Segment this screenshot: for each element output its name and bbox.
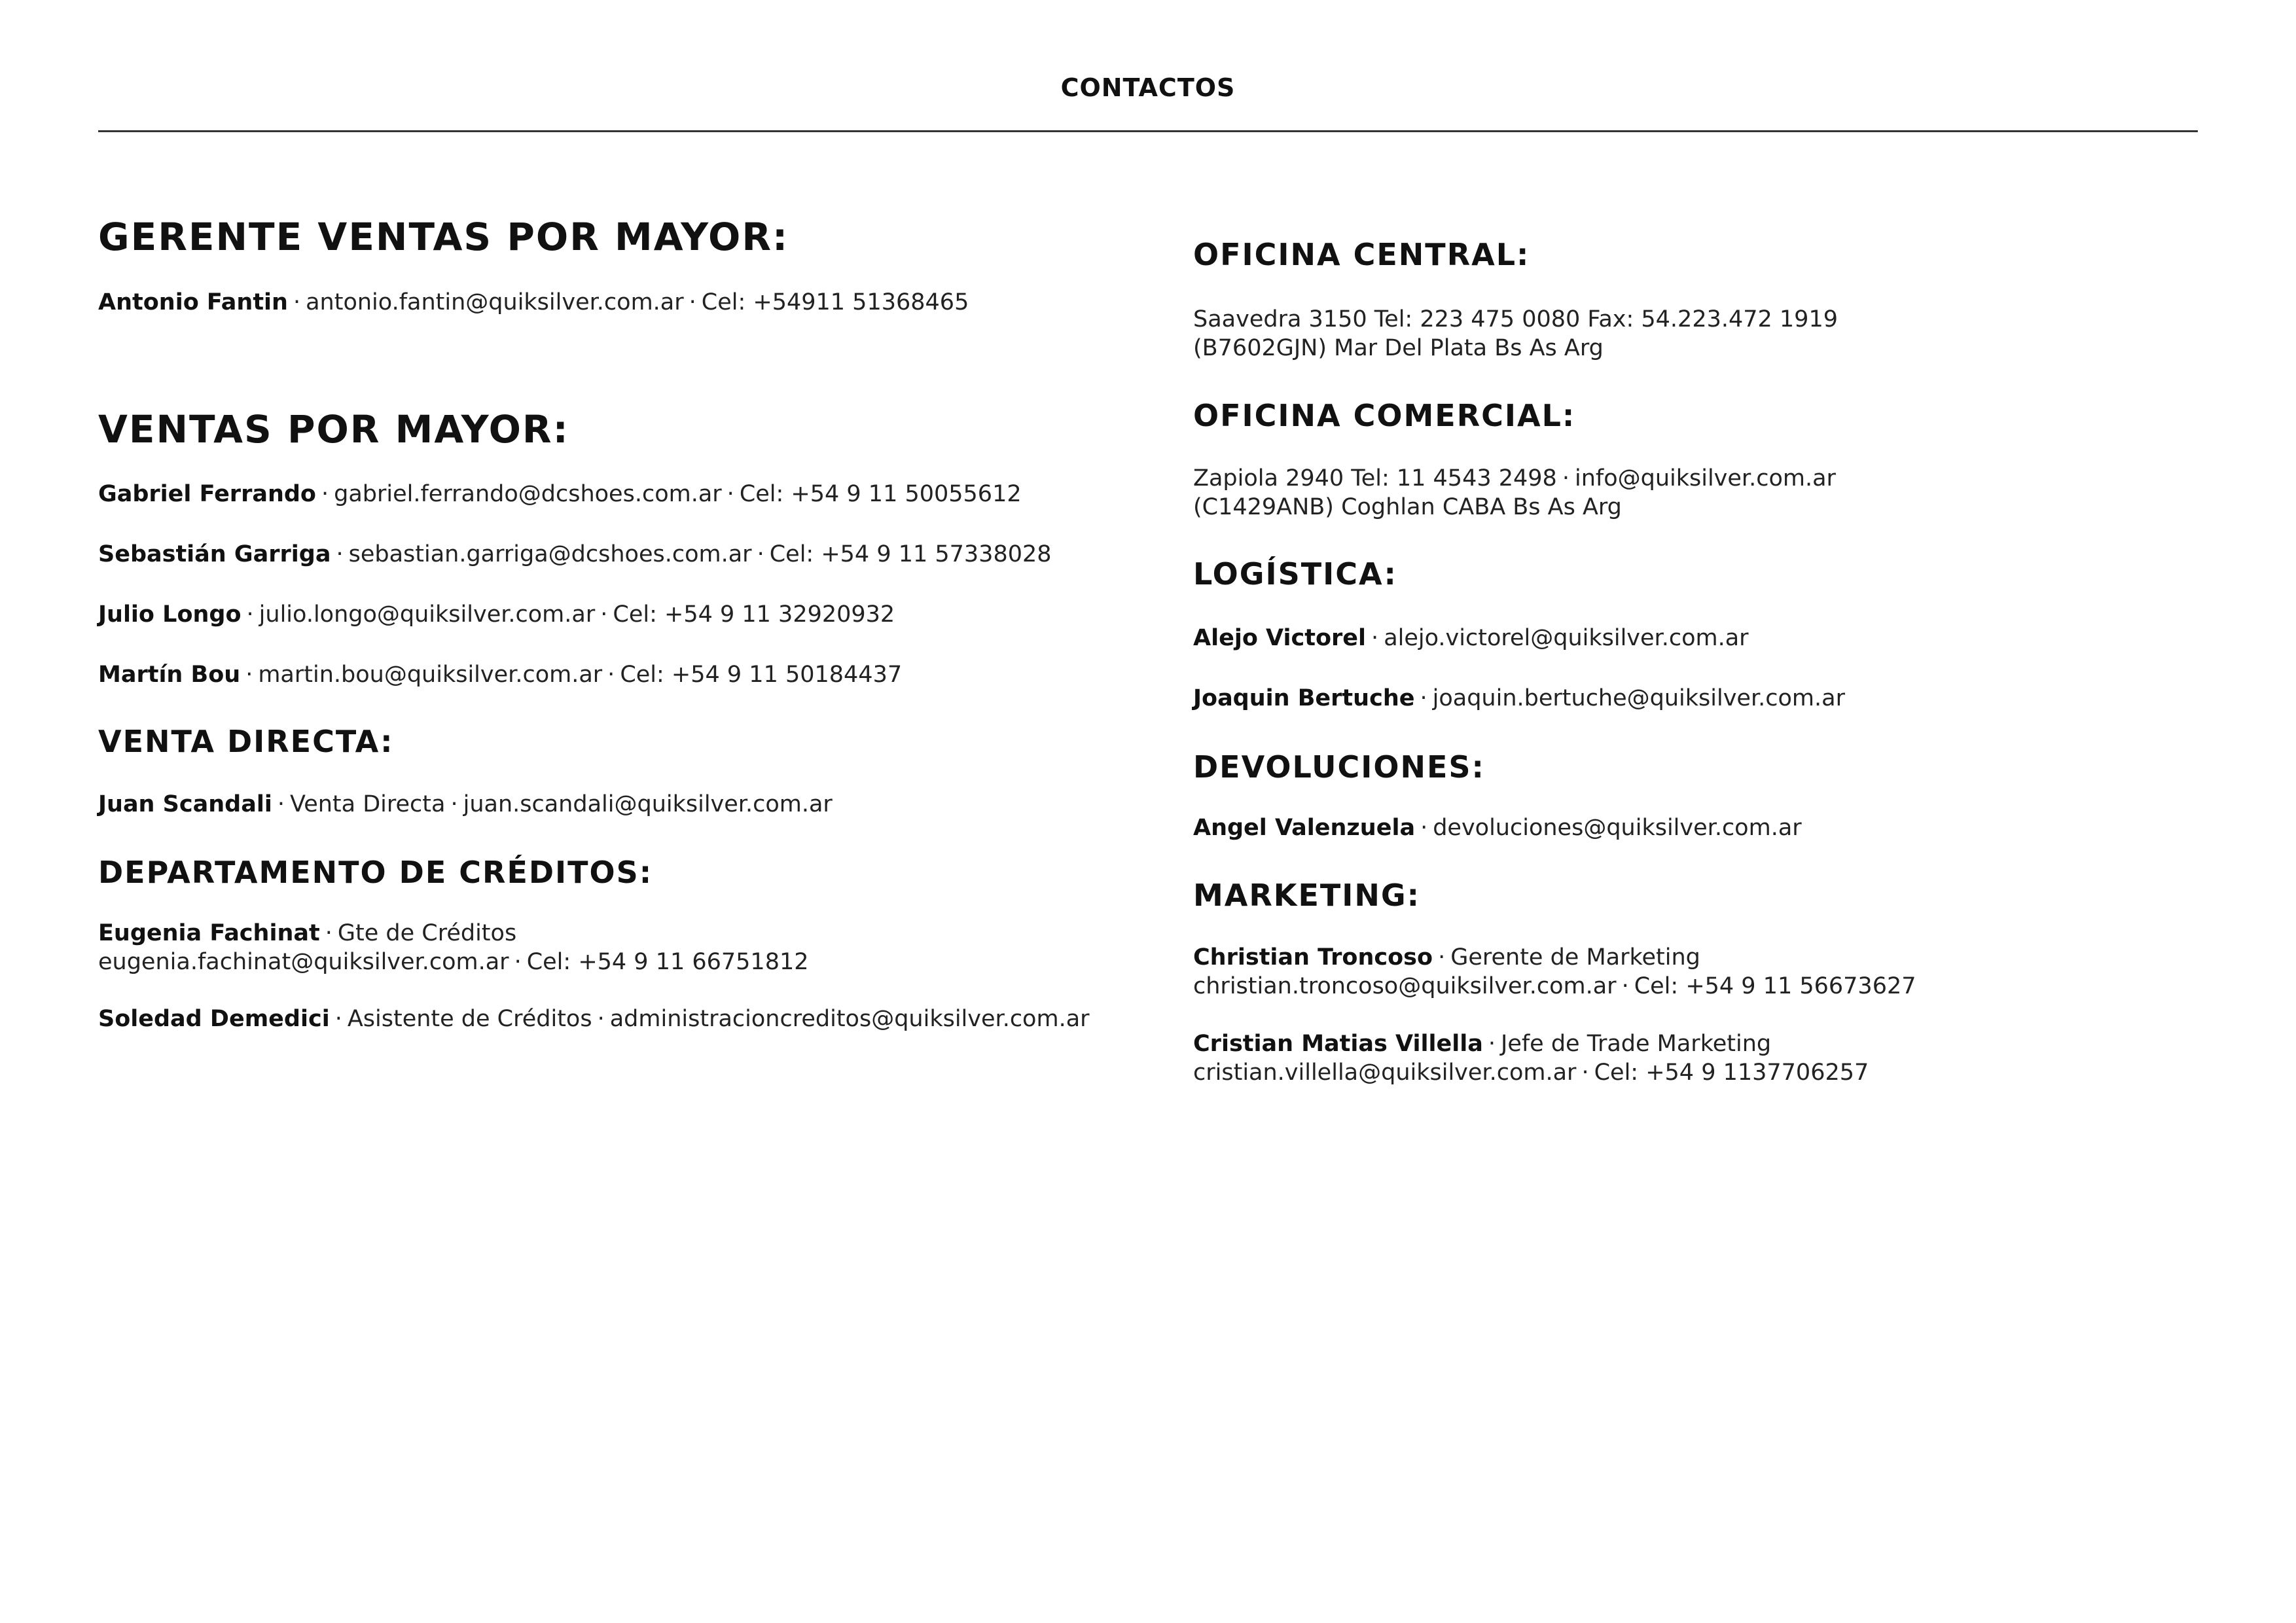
address-line-1: [1193, 464, 1836, 493]
contact-email[interactable]: administracioncreditos@quiksilver.com.ar: [609, 1006, 1090, 1032]
bullet-separator: ·: [450, 791, 458, 817]
bullet-separator: ·: [1581, 1060, 1589, 1086]
contact-role: Asistente de Créditos: [347, 1006, 592, 1032]
contact-email[interactable]: devoluciones@quiksilver.com.ar: [1433, 815, 1802, 841]
contact-phone: Cel: +54 9 11 32920932: [613, 601, 895, 628]
contact-email[interactable]: info@quiksilver.com.ar: [1574, 465, 1836, 491]
header-divider: [98, 130, 2198, 132]
contact-soledad-demedici: [98, 1005, 1090, 1033]
bullet-separator: ·: [334, 1006, 342, 1032]
contact-name: Soledad Demedici: [98, 1006, 330, 1032]
bullet-separator: ·: [607, 662, 615, 688]
contact-line-2: [98, 948, 809, 976]
contact-email[interactable]: alejo.victorel@quiksilver.com.ar: [1384, 625, 1749, 651]
bullet-separator: ·: [1488, 1031, 1496, 1057]
contact-phone: Cel: +54 9 1137706257: [1594, 1060, 1869, 1086]
contact-name: Angel Valenzuela: [1193, 815, 1416, 841]
contact-phone: Cel: +54 9 11 66751812: [526, 949, 809, 975]
contact-phone: Cel: +54911 51368465: [701, 289, 969, 315]
contact-role: Gerente de Marketing: [1450, 944, 1700, 971]
contact-name: Gabriel Ferrando: [98, 481, 316, 507]
page-title: CONTACTOS: [1060, 73, 1236, 102]
section-title-marketing: MARKETING:: [1193, 878, 1421, 913]
bullet-separator: ·: [293, 289, 301, 315]
contact-name: Alejo Victorel: [1193, 625, 1367, 651]
contact-sebastian-garriga: [98, 540, 1052, 569]
section-title-departamento-de-creditos: DEPARTAMENTO DE CRÉDITOS:: [98, 855, 653, 890]
contact-name: Sebastián Garriga: [98, 541, 331, 567]
contact-line-1: [98, 919, 809, 948]
address-line-2: (C1429ANB) Coghlan CABA Bs As Arg: [1193, 494, 1622, 520]
section-title-logistica: LOGÍSTICA:: [1193, 556, 1397, 592]
bullet-separator: ·: [726, 481, 734, 507]
contact-name: Cristian Matias Villella: [1193, 1031, 1483, 1057]
contact-name: Antonio Fantin: [98, 289, 288, 315]
oficina-central-address: [1193, 305, 1838, 363]
contact-alejo-victorel: [1193, 624, 1749, 652]
section-title-oficina-central: OFICINA CENTRAL:: [1193, 237, 1530, 272]
bullet-separator: ·: [1420, 685, 1427, 711]
contact-phone: Cel: +54 9 11 50184437: [620, 662, 903, 688]
section-title-oficina-comercial: OFICINA COMERCIAL:: [1193, 398, 1576, 433]
contact-phone: Cel: +54 9 11 56673627: [1634, 973, 1916, 999]
contact-email[interactable]: julio.longo@quiksilver.com.ar: [259, 601, 596, 628]
contact-email[interactable]: cristian.villella@quiksilver.com.ar: [1193, 1060, 1577, 1086]
contact-name: Christian Troncoso: [1193, 944, 1433, 971]
contact-eugenia-fachinat: [98, 919, 809, 976]
contact-email[interactable]: juan.scandali@quiksilver.com.ar: [463, 791, 833, 817]
contact-email[interactable]: gabriel.ferrando@dcshoes.com.ar: [334, 481, 722, 507]
contact-juan-scandali: [98, 790, 833, 819]
oficina-comercial-address: [1193, 464, 1836, 522]
contact-email[interactable]: antonio.fantin@quiksilver.com.ar: [306, 289, 684, 315]
contact-joaquin-bertuche: [1193, 684, 1845, 713]
section-title-ventas-por-mayor: VENTAS POR MAYOR:: [98, 407, 569, 452]
bullet-separator: ·: [1562, 465, 1570, 491]
contact-line-2: [1193, 972, 1916, 1001]
contact-role: Venta Directa: [289, 791, 446, 817]
contact-email[interactable]: christian.troncoso@quiksilver.com.ar: [1193, 973, 1617, 999]
contact-role: Gte de Créditos: [337, 920, 517, 946]
contact-antonio-fantin: [98, 288, 969, 317]
bullet-separator: ·: [600, 601, 608, 628]
bullet-separator: ·: [245, 662, 253, 688]
bullet-separator: ·: [336, 541, 344, 567]
bullet-separator: ·: [1621, 973, 1629, 999]
contact-julio-longo: [98, 600, 895, 629]
bullet-separator: ·: [246, 601, 254, 628]
address-line-2: (B7602GJN) Mar Del Plata Bs As Arg: [1193, 335, 1604, 361]
contact-role: Jefe de Trade Marketing: [1501, 1031, 1772, 1057]
section-title-venta-directa: VENTA DIRECTA:: [98, 724, 394, 759]
section-title-devoluciones: DEVOLUCIONES:: [1193, 749, 1485, 785]
contact-phone: Cel: +54 9 11 50055612: [739, 481, 1022, 507]
contact-name: Martín Bou: [98, 662, 241, 688]
bullet-separator: ·: [757, 541, 764, 567]
section-title-gerente-ventas-por-mayor: GERENTE VENTAS POR MAYOR:: [98, 215, 789, 259]
bullet-separator: ·: [321, 481, 329, 507]
contact-christian-troncoso: [1193, 943, 1916, 1001]
address-line-1: Saavedra 3150 Tel: 223 475 0080 Fax: 54.223.472 1919: [1193, 306, 1838, 332]
contact-name: Eugenia Fachinat: [98, 920, 320, 946]
contact-name: Julio Longo: [98, 601, 242, 628]
bullet-separator: ·: [597, 1006, 605, 1032]
contact-line-1: [1193, 943, 1916, 972]
bullet-separator: ·: [1438, 944, 1446, 971]
contact-email[interactable]: sebastian.garriga@dcshoes.com.ar: [348, 541, 752, 567]
bullet-separator: ·: [689, 289, 696, 315]
bullet-separator: ·: [325, 920, 332, 946]
contact-line-1: [1193, 1029, 1869, 1058]
contact-email[interactable]: joaquin.bertuche@quiksilver.com.ar: [1432, 685, 1845, 711]
address-text: Zapiola 2940 Tel: 11 4543 2498: [1193, 465, 1557, 491]
contact-angel-valenzuela: [1193, 813, 1802, 842]
bullet-separator: ·: [1420, 815, 1428, 841]
contact-email[interactable]: eugenia.fachinat@quiksilver.com.ar: [98, 949, 509, 975]
contact-cristian-matias-villella: [1193, 1029, 1869, 1087]
bullet-separator: ·: [277, 791, 285, 817]
bullet-separator: ·: [1371, 625, 1379, 651]
bullet-separator: ·: [514, 949, 522, 975]
contact-name: Joaquin Bertuche: [1193, 685, 1415, 711]
contact-email[interactable]: martin.bou@quiksilver.com.ar: [258, 662, 603, 688]
contact-line-2: [1193, 1058, 1869, 1087]
contact-gabriel-ferrando: [98, 480, 1022, 508]
contact-phone: Cel: +54 9 11 57338028: [769, 541, 1052, 567]
contact-name: Juan Scandali: [98, 791, 272, 817]
contact-martin-bou: [98, 660, 902, 689]
